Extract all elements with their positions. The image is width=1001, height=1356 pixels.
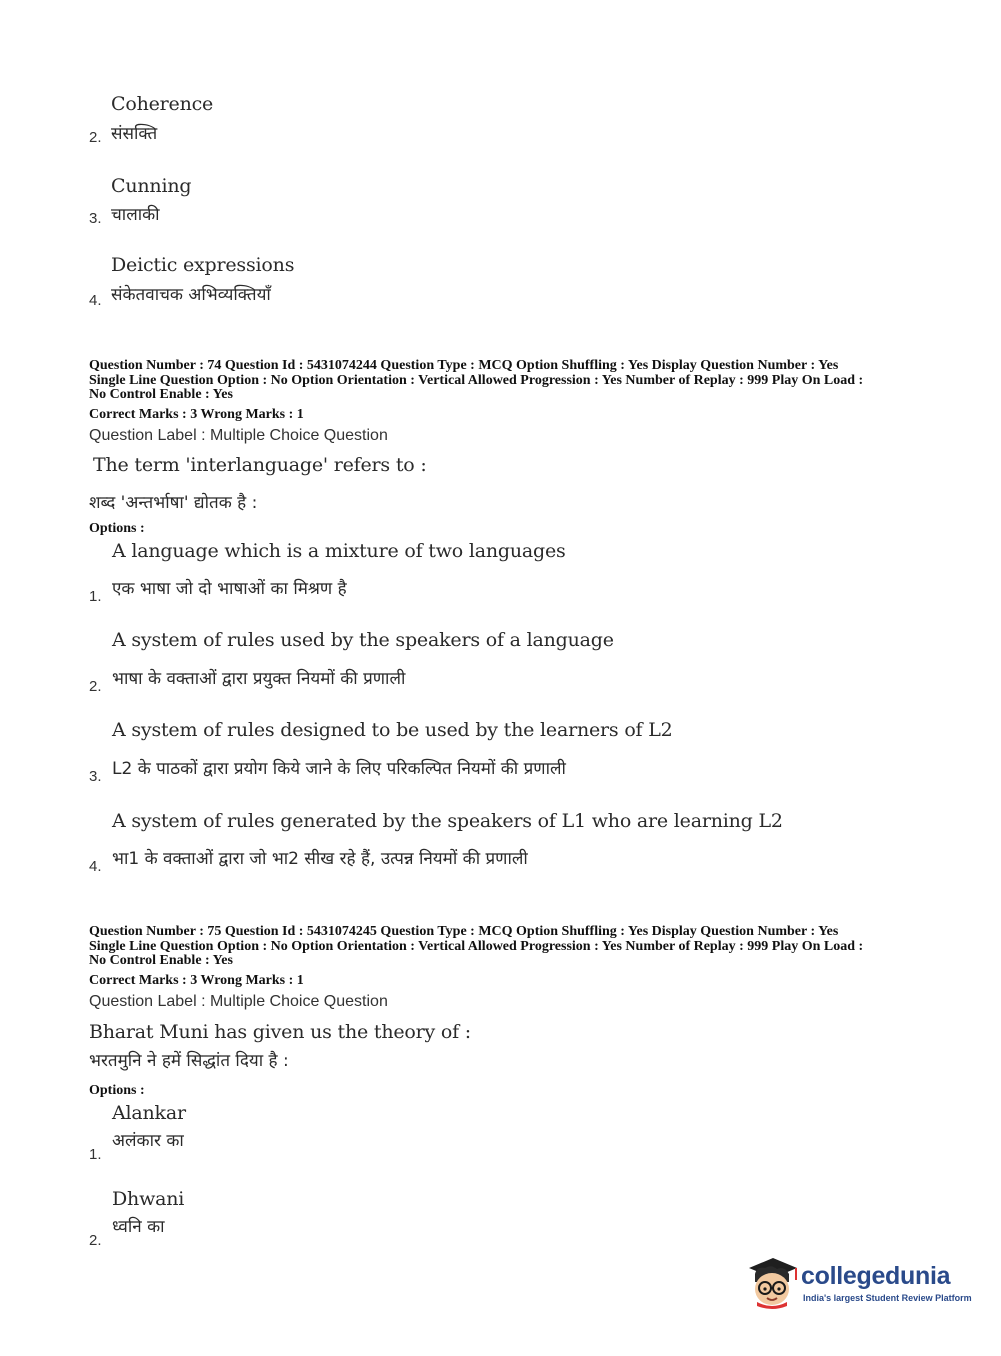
q74-option-2-number: 2. — [89, 678, 102, 695]
q75-option-2-number: 2. — [89, 1232, 102, 1249]
q75-option-1-number: 1. — [89, 1146, 102, 1163]
q74-option-4-hi: भा1 के वक्ताओं द्वारा जो भा2 सीख रहे हैं, उत्पन्न नियमों की प्रणाली — [112, 849, 528, 869]
prev-option-3-number: 3. — [89, 210, 102, 227]
student-mascot-icon — [743, 1252, 801, 1310]
q75-option-1-hi: अलंकार का — [112, 1131, 184, 1151]
prev-option-2-hi: संसक्ति — [111, 124, 158, 144]
prev-option-3-en: Cunning — [111, 175, 192, 197]
logo-brand-name: collegedunia — [801, 1262, 951, 1290]
q74-option-1-number: 1. — [89, 588, 102, 605]
q74-marks: Correct Marks : 3 Wrong Marks : 1 — [89, 407, 304, 422]
q74-option-3-en: A system of rules designed to be used by the learners of L2 — [112, 719, 673, 741]
q74-option-4-en: A system of rules generated by the speakers of L1 who are learning L2 — [112, 810, 783, 832]
q75-meta-line-1: Question Number : 75 Question Id : 5431074245 Question Type : MCQ Option Shuffling : Yes Display Question Number : Yes — [89, 924, 839, 939]
q75-option-2-en: Dhwani — [112, 1188, 185, 1210]
q75-option-1-en: Alankar — [112, 1102, 186, 1124]
q75-meta-line-3: No Control Enable : Yes — [89, 953, 233, 968]
prev-option-2-number: 2. — [89, 129, 102, 146]
q74-options-heading: Options : — [89, 521, 145, 536]
prev-option-4-hi: संकेतवाचक अभिव्यक्तियाँ — [111, 285, 271, 305]
q74-question-en: The term 'interlanguage' refers to : — [93, 454, 427, 476]
q74-option-2-en: A system of rules used by the speakers of a language — [112, 629, 614, 651]
q75-marks: Correct Marks : 3 Wrong Marks : 1 — [89, 973, 304, 988]
q74-meta-line-3: No Control Enable : Yes — [89, 387, 233, 402]
q75-options-heading: Options : — [89, 1083, 145, 1098]
q74-option-1-hi: एक भाषा जो दो भाषाओं का मिश्रण है — [112, 579, 347, 599]
q74-meta-line-1: Question Number : 74 Question Id : 5431074244 Question Type : MCQ Option Shuffling : Yes Display Question Number : Yes — [89, 358, 839, 373]
q74-option-3-hi: L2 के पाठकों द्वारा प्रयोग किये जाने के लिए परिकल्पित नियमों की प्रणाली — [112, 759, 566, 779]
prev-option-4-en: Deictic expressions — [111, 254, 295, 276]
q75-option-2-hi: ध्वनि का — [112, 1217, 165, 1237]
collegedunia-logo — [743, 1252, 973, 1314]
q74-option-1-en: A language which is a mixture of two languages — [112, 540, 566, 562]
q75-question-en: Bharat Muni has given us the theory of : — [89, 1021, 472, 1043]
logo-tagline: India's largest Student Review Platform — [803, 1293, 972, 1303]
prev-option-3-hi: चालाकी — [111, 205, 160, 225]
q74-question-hi: शब्द 'अन्तर्भाषा' द्योतक है : — [89, 493, 258, 513]
prev-option-2-en: Coherence — [111, 93, 214, 115]
prev-option-4-number: 4. — [89, 292, 102, 309]
q74-question-label: Question Label : Multiple Choice Question — [89, 427, 388, 444]
q74-option-2-hi: भाषा के वक्ताओं द्वारा प्रयुक्त नियमों की प्रणाली — [112, 669, 406, 689]
q74-meta-line-2: Single Line Question Option : No Option Orientation : Vertical Allowed Progression : Yes Number of Replay : 999 Play On Load : — [89, 373, 864, 388]
q75-question-hi: भरतमुनि ने हमें सिद्धांत दिया है : — [89, 1051, 289, 1071]
q75-question-label: Question Label : Multiple Choice Question — [89, 993, 388, 1010]
q74-option-4-number: 4. — [89, 858, 102, 875]
q74-option-3-number: 3. — [89, 768, 102, 785]
q75-meta-line-2: Single Line Question Option : No Option Orientation : Vertical Allowed Progression : Yes Number of Replay : 999 Play On Load : — [89, 939, 864, 954]
